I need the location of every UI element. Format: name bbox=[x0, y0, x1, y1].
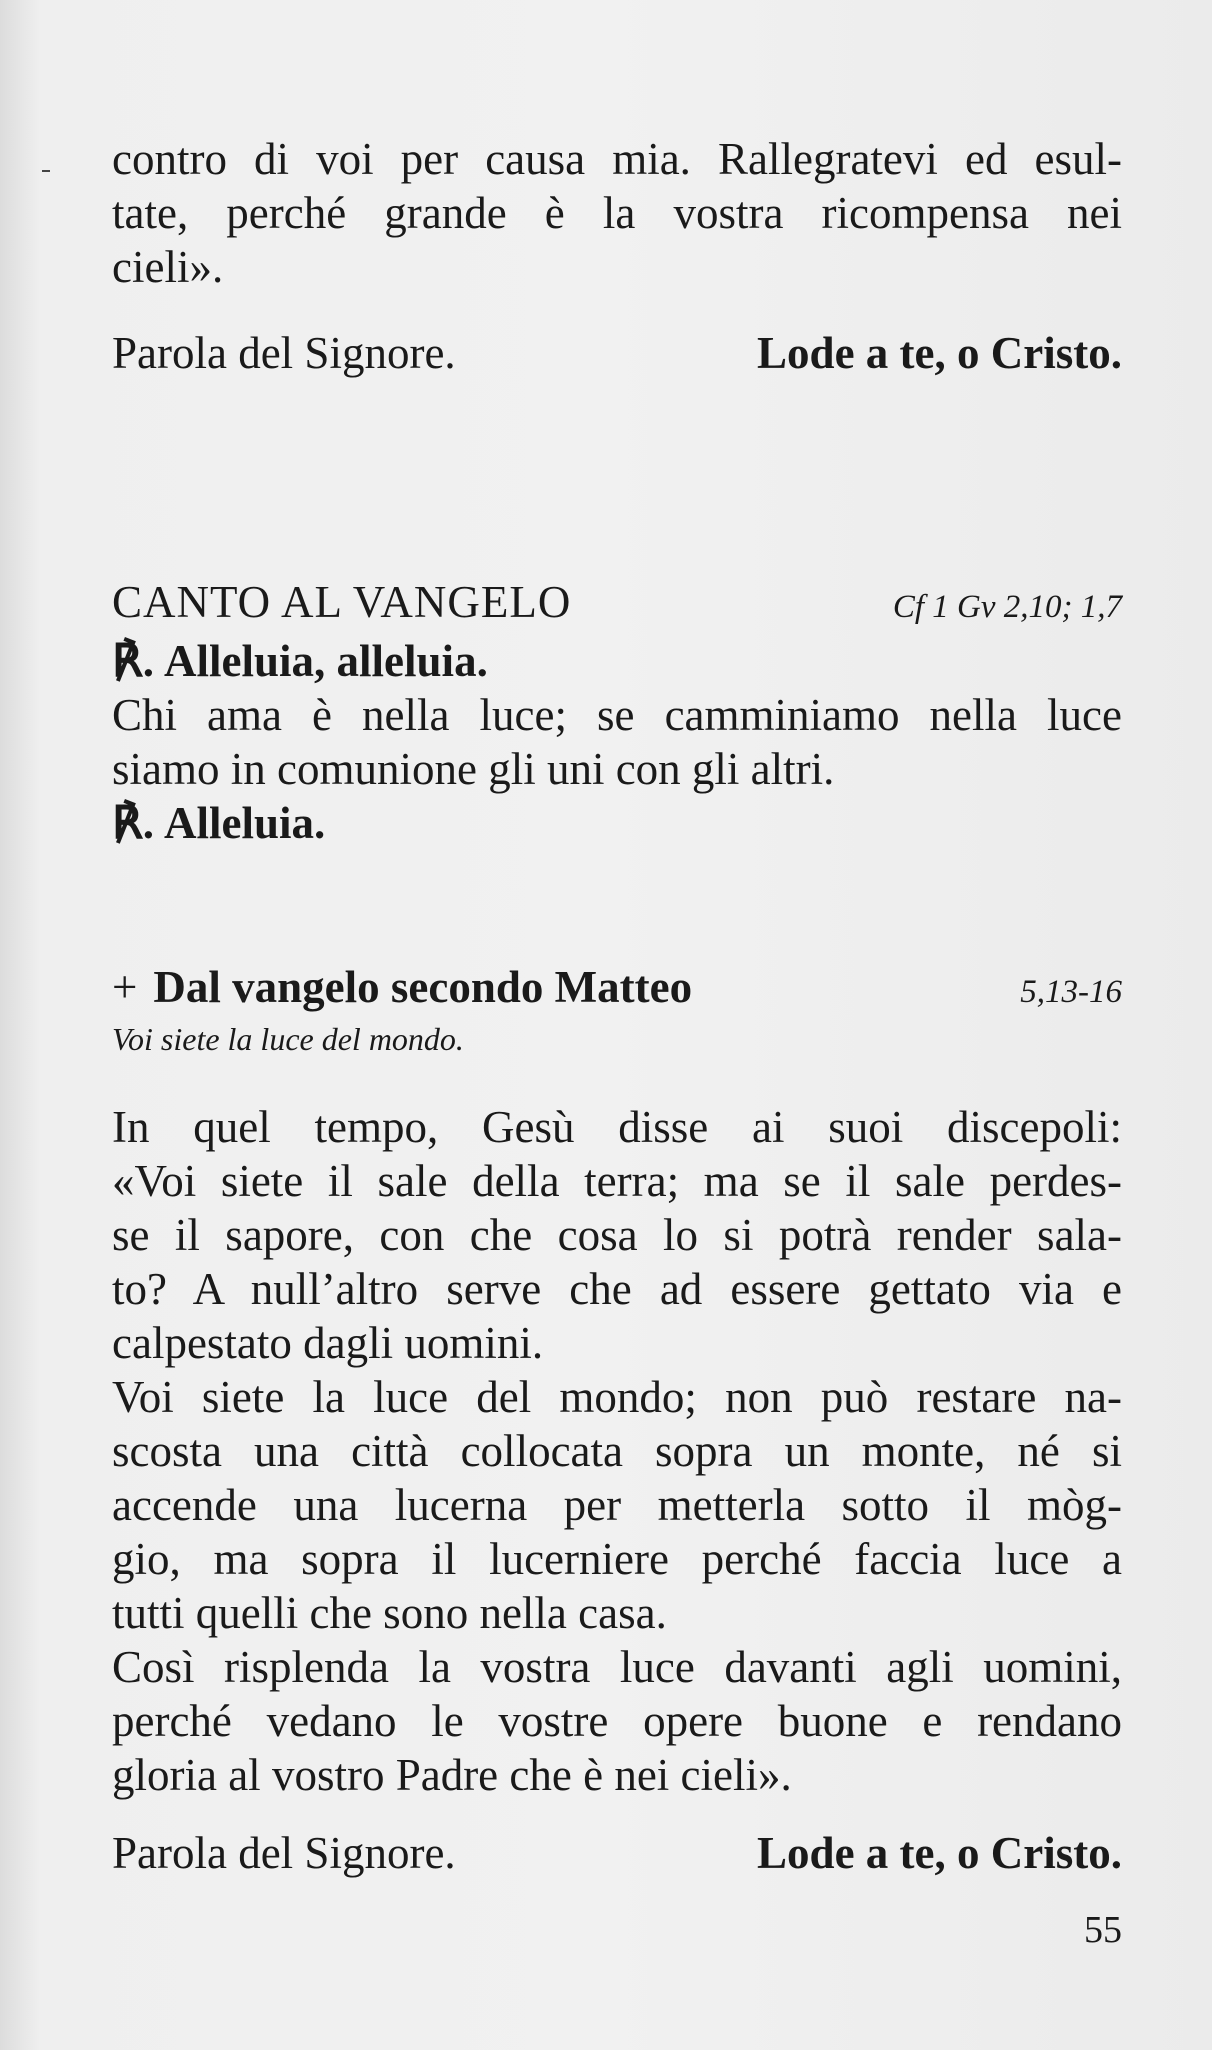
canto-title: CANTO AL VANGELO bbox=[112, 577, 572, 627]
gospel-line: gloria al vostro Padre che è nei cieli». bbox=[112, 1750, 792, 1800]
gospel-line: Così risplenda la vostra luce davanti agli uomini, bbox=[112, 1642, 1122, 1692]
gospel-line: Voi siete la luce del mondo; non può restare na- bbox=[112, 1372, 1122, 1422]
gospel-subtitle: Voi siete la luce del mondo. bbox=[112, 1021, 464, 1057]
margin-mark bbox=[42, 170, 50, 172]
closing-left: Parola del Signore. bbox=[112, 328, 456, 378]
canto-response-1 bbox=[112, 634, 1122, 688]
text-line: cieli». bbox=[112, 242, 224, 292]
canto-response-2 bbox=[112, 796, 1122, 850]
response-text: Alleluia, alleluia. bbox=[164, 636, 488, 686]
closing-left: Parola del Signore. bbox=[112, 1828, 456, 1878]
canto-reference: Cf 1 Gv 2,10; 1,7 bbox=[892, 589, 1122, 625]
gospel-section bbox=[112, 960, 1122, 1059]
gospel-line: se il sapore, con che cosa lo si potrà render sala- bbox=[112, 1210, 1122, 1260]
gospel-line: «Voi siete il sale della terra; ma se il sale perdes- bbox=[112, 1156, 1122, 1206]
canto-verse-line: Chi ama è nella luce; se camminiamo nella luce bbox=[112, 690, 1122, 740]
gospel-line: accende una lucerna per metterla sotto il mòg- bbox=[112, 1480, 1122, 1530]
gospel-line: gio, ma sopra il lucerniere perché faccia luce a bbox=[112, 1534, 1122, 1584]
text-line: tate, perché grande è la vostra ricompensa nei bbox=[112, 188, 1122, 238]
gospel-line: In quel tempo, Gesù disse ai suoi discepoli: bbox=[112, 1102, 1122, 1152]
canto-header bbox=[112, 575, 1122, 634]
response-symbol: ℟. bbox=[112, 798, 155, 848]
gospel-line: perché vedano le vostre opere buone e rendano bbox=[112, 1696, 1122, 1746]
closing-acclamation bbox=[112, 326, 1122, 380]
closing-right: Lode a te, o Cristo. bbox=[757, 328, 1122, 378]
cross-icon: + bbox=[112, 962, 138, 1012]
gospel-line: calpestato dagli uomini. bbox=[112, 1318, 544, 1368]
gospel-header bbox=[112, 960, 1122, 1019]
canto-al-vangelo bbox=[112, 575, 1122, 850]
page-number: 55 bbox=[1084, 1909, 1122, 1951]
text-line: contro di voi per causa mia. Rallegratevi ed esul- bbox=[112, 134, 1122, 184]
gospel-line: scosta una città collocata sopra un monte, né si bbox=[112, 1426, 1122, 1476]
gospel-line: tutti quelli che sono nella casa. bbox=[112, 1588, 667, 1638]
top-paragraph bbox=[112, 132, 1122, 294]
response-text: Alleluia. bbox=[164, 798, 326, 848]
closing-right: Lode a te, o Cristo. bbox=[757, 1828, 1122, 1878]
canto-verse-line: siamo in comunione gli uni con gli altri. bbox=[112, 744, 835, 794]
response-symbol: ℟. bbox=[112, 636, 155, 686]
gospel-line: to? A null’altro serve che ad essere gettato via e bbox=[112, 1264, 1122, 1314]
closing-acclamation bbox=[112, 1826, 1122, 1880]
gospel-body bbox=[112, 1100, 1122, 1802]
gospel-reference: 5,13-16 bbox=[1020, 974, 1122, 1010]
gospel-title-text: Dal vangelo secondo Matteo bbox=[153, 962, 693, 1012]
gospel-title bbox=[112, 960, 692, 1014]
